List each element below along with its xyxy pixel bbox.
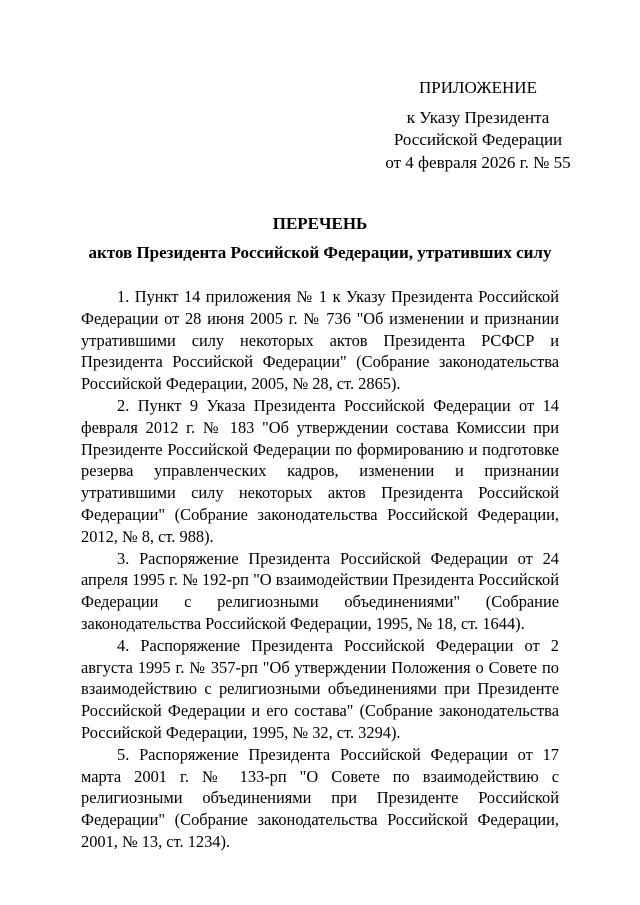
appendix-line-3: от 4 февраля 2026 г. № 55 (385, 152, 571, 172)
list-item-2: 2. Пункт 9 Указа Президента Российской Федерации от 14 февраля 2012 г. № 183 "Об утверждении состава Комиссии при Президенте Российской Федерации по формированию и подготовке резерва управленческих кадров, изменении и признании утратившими силу некоторых актов Президента Российской Федерации" (Собрание законодательства Российской Федерации, 2012, № 8, ст. 988). (81, 395, 559, 546)
appendix-heading: ПРИЛОЖЕНИЕ (419, 78, 537, 97)
document-title: ПЕРЕЧЕНЬ (272, 214, 368, 233)
list-item-1: 1. Пункт 14 приложения № 1 к Указу Президента Российской Федерации от 28 июня 2005 г. № 736 "Об изменении и признании утратившими силу некоторых актов Президента РСФСР и Президента Российской Федерации" (Собрание законодательства Российской Федерации, 2005, № 28, ст. 2865). (81, 287, 559, 394)
document-subtitle: актов Президента Российской Федерации, утративших силу (88, 243, 552, 262)
list-body (81, 286, 559, 853)
appendix-line-1: к Указу Президента (406, 107, 550, 127)
appendix-block (378, 77, 578, 174)
appendix-line-2: Российской Федерации (393, 130, 563, 149)
list-item-3: 3. Распоряжение Президента Российской Федерации от 24 апреля 1995 г. № 192-рп "О взаимодействии Президента Российской Федерации с религиозными объединениями" (Собрание законодательства Российской Федерации, 1995, № 18, ст. 1644). (81, 548, 559, 633)
list-item-4: 4. Распоряжение Президента Российской Федерации от 2 августа 1995 г. № 357-рп "Об утверждении Положения о Совете по взаимодействию с религиозными объединениями при Президенте Российской Федерации и его состава" (Собрание законодательства Российской Федерации, 1995, № 32, ст. 3294). (81, 635, 559, 742)
list-item-5: 5. Распоряжение Президента Российской Федерации от 17 марта 2001 г. № 133-рп "О Совете по взаимодействию с религиозными объединениями при Президенте Российской Федерации" (Собрание законодательства Российской Федерации, 2001, № 13, ст. 1234). (81, 744, 559, 851)
